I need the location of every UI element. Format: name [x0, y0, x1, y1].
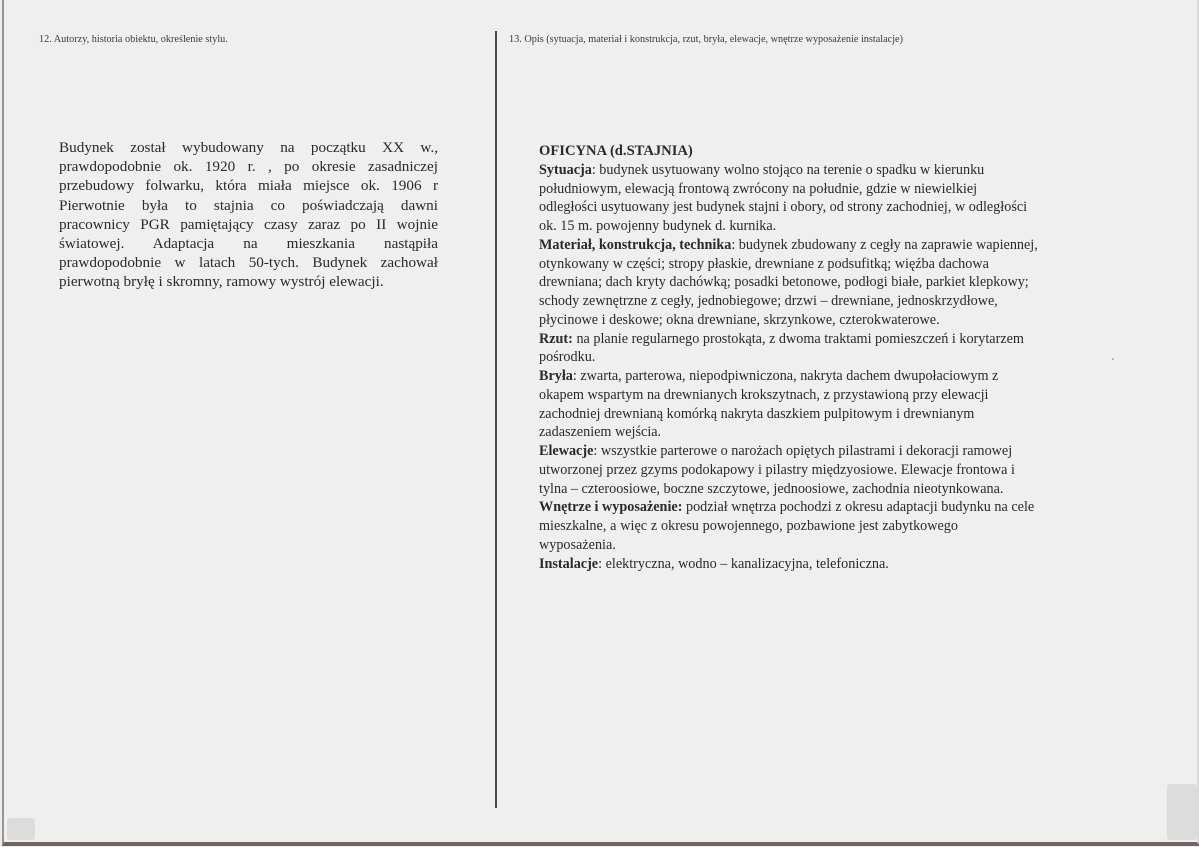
speck-mark [1112, 358, 1114, 360]
section-line: drewniana; dach kryty dachówką; posadki betonowe, podłogi białe, parkiet klepkowy; [539, 274, 1029, 291]
history-line: pierwotną bryłę i skromny, ramowy wystrój elewacji. [59, 273, 384, 291]
history-line: Budynek został wybudowany na początku XX w., [59, 139, 438, 156]
section-label: Rzut: [539, 330, 573, 347]
section-line: zadaszeniem wejścia. [539, 424, 662, 441]
section-instalacje: Instalacje: elektryczna, wodno – kanalizacyjna, telefoniczna. [539, 555, 889, 572]
section-wnetrze: Wnętrze i wyposażenie: podział wnętrza pochodzi z okresu adaptacji budynku na cele [539, 499, 1035, 516]
section-label: Bryła [539, 368, 573, 384]
history-line: Pierwotnie była to stajnia co poświadczają dawni [59, 196, 438, 214]
history-line: prawdopodobnie ok. 1920 r. , po okresie zasadniczej [59, 158, 438, 176]
section-rzut: Rzut: na planie regularnego prostokąta, z dwoma traktami pomieszczeń i korytarzem [539, 330, 1024, 347]
history-paragraph [59, 138, 438, 292]
history-line: prawdopodobnie w latach 50-tych. Budynek zachował [59, 254, 438, 272]
section-line: schody zewnętrzne z cegły, jednobiegowe; drzwi – drewniane, jednoskrzydłowe, [539, 293, 998, 309]
section-label: Instalacje [539, 555, 599, 572]
section-line: zachodniej drewnianą komórką nakryta daszkiem pulpitowym i drewnianym [539, 405, 975, 422]
page-corner-right [1167, 784, 1197, 840]
section-line: pośrodku. [539, 349, 596, 366]
history-line: pracownicy PGR pamiętający czasy zaraz po II wojnie [59, 215, 438, 233]
left-column-header: 12. Autorzy, historia obiektu, określenie stylu. [39, 33, 228, 45]
page-corner-left [7, 818, 35, 840]
section-line: mieszkalne, a więc z okresu powojennego, pozbawione jest zabytkowego [539, 518, 958, 534]
section-label: Wnętrze i wyposażenie: [539, 499, 683, 516]
section-line: ok. 15 m. powojenny budynek d. kurnika. [539, 218, 777, 234]
document-page [2, 0, 1199, 846]
section-elewacje: Elewacje: wszystkie parterowe o narożach opiętych pilastrami i dekoracji ramowej [539, 443, 1013, 459]
section-sytuacja: Sytuacja: budynek usytuowany wolno stojąco na terenie o spadku w kierunku [539, 161, 985, 178]
section-line: odległości usytuowany jest budynek stajni i obory, od strony zachodniej, w odległości [539, 199, 1028, 216]
history-line: światowej. Adaptacja na mieszkania nastąpiła [59, 235, 438, 253]
section-line: południowym, elewacją frontową zwrócony na południe, gdzie w niewielkiej [539, 180, 978, 197]
section-bryla: Bryła: zwarta, parterowa, niepodpiwniczona, nakryta dachem dwupołaciowym z [539, 368, 999, 384]
section-line: okapem wspartym na drewnianych krokszytnach, z przystawioną przy elewacji [539, 386, 989, 403]
section-material: Materiał, konstrukcja, technika: budynek zbudowany z cegły na zaprawie wapiennej, [539, 236, 1038, 253]
description-block [539, 142, 1038, 573]
right-column-header: 13. Opis (sytuacja, materiał i konstrukcja, rzut, bryła, elewacje, wnętrze wyposażenie instalacje) [509, 33, 903, 45]
section-label: Elewacje [539, 443, 594, 459]
section-line: tylna – czteroosiowe, boczne szczytowe, jednoosiowe, zachodnia nieotynkowana. [539, 480, 1004, 497]
section-line: otynkowany w części; stropy płaskie, drewniane z podsufitką; więźba dachowa [539, 255, 989, 272]
section-line: utworzonej przez gzyms podokapowy i pilastry międzyosiowe. Elewacje frontowa i [539, 461, 1015, 478]
history-line: przebudowy folwarku, która miała miejsce ok. 1906 r [59, 177, 438, 195]
column-divider [495, 31, 497, 808]
section-label: Sytuacja [539, 161, 592, 178]
section-line: płycinowe i deskowe; okna drewniane, skrzynkowe, czterokwaterowe. [539, 311, 940, 328]
section-label: Materiał, konstrukcja, technika [539, 236, 732, 253]
section-line: wyposażenia. [539, 536, 616, 553]
building-title: OFICYNA (d.STAJNIA) [539, 143, 693, 159]
